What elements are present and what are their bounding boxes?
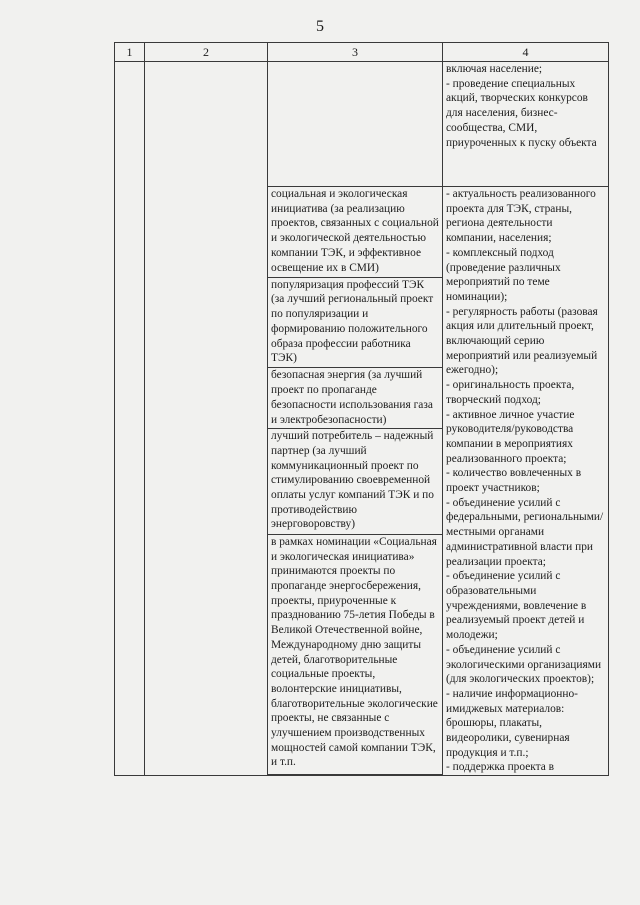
header-col-4: 4 xyxy=(443,43,609,62)
header-col-1: 1 xyxy=(115,43,145,62)
nomination-text: популяризация профессий ТЭК (за лучший региональный проект по популяризации и формированию положительного образа профессии работника ТЭК) xyxy=(271,278,434,365)
col1-cell xyxy=(115,62,145,776)
header-col-3: 3 xyxy=(268,43,443,62)
table-header-row xyxy=(115,43,609,62)
nomination-note xyxy=(268,534,443,774)
nomination-table xyxy=(114,42,609,776)
criteria-cell xyxy=(443,187,609,776)
col4-continuation-cell xyxy=(443,62,609,187)
nomination-text: социальная и экологическая инициатива (за реализацию проектов, связанных с социальной и экологической деятельностью компании ТЭК, и эффективное освещение их в СМИ) xyxy=(271,188,439,274)
nomination-best-consumer xyxy=(268,429,443,535)
nomination-text: лучший потребитель – надежный партнер (за лучший коммуникационный проект по стимулированию своевременной оплаты услуг компаний ТЭК и по противодействию энерговоровству) xyxy=(271,430,434,531)
continuation-text: включая население; - проведение специальных акций, творческих конкурсов для населения, бизнес-сообщества, СМИ, приуроченных к пуску объекта xyxy=(446,63,597,149)
criteria-text: - актуальность реализованного проекта для ТЭК, страны, региона деятельности компании, населения; - комплексный подход (проведение различных мероприятий по теме номинации); - регулярность работы (разовая акция или длительный проект, включающий серию мероприятий или реализуемый ежегодно); - оригинальность проекта, творческий подход; - активное личное участие руководителя/руководства компании в мероприятиях реализованного проекта; - количество вовлеченных в проект участников; - объединение усилий с федеральными, региональными/местными органами административной власти при реализации проекта; - объединение усилий с образовательными учреждениями, вовлечение в реализуемый проект детей и молодежи; - объединение усилий с экологическими организациями (для экологических проектов); - наличие информационно-имиджевых материалов: брошюры, плакаты, видеоролики, сувенирная продукция и т.п.; - поддержка проекта в xyxy=(446,188,604,774)
page-number: 5 xyxy=(316,18,324,35)
nomination-safe-energy xyxy=(268,368,443,429)
nomination-text: в рамках номинации «Социальная и экологическая инициатива» принимаются проекты по пропаганде энергосбережения, проекты, приуроченные к празднованию 75-летия Победы в Великой Отечественной войне, Международному дню защиты детей, благотворительные социальные проекты, волонтерские инициативы, благотворительные экологические проекты, не связанные с улучшением производственных мощностей самой компании ТЭК, и т.п. xyxy=(271,535,438,769)
header-col-2: 2 xyxy=(145,43,268,62)
col3-cell-empty xyxy=(268,62,443,187)
nomination-professions xyxy=(268,277,443,368)
nomination-text: безопасная энергия (за лучший проект по пропаганде безопасности использования газа и электробезопасности) xyxy=(271,369,433,426)
table-row xyxy=(115,62,609,187)
nomination-social-ecological xyxy=(268,187,443,278)
col2-cell xyxy=(145,62,268,776)
col3-cell-bottom xyxy=(268,775,443,776)
